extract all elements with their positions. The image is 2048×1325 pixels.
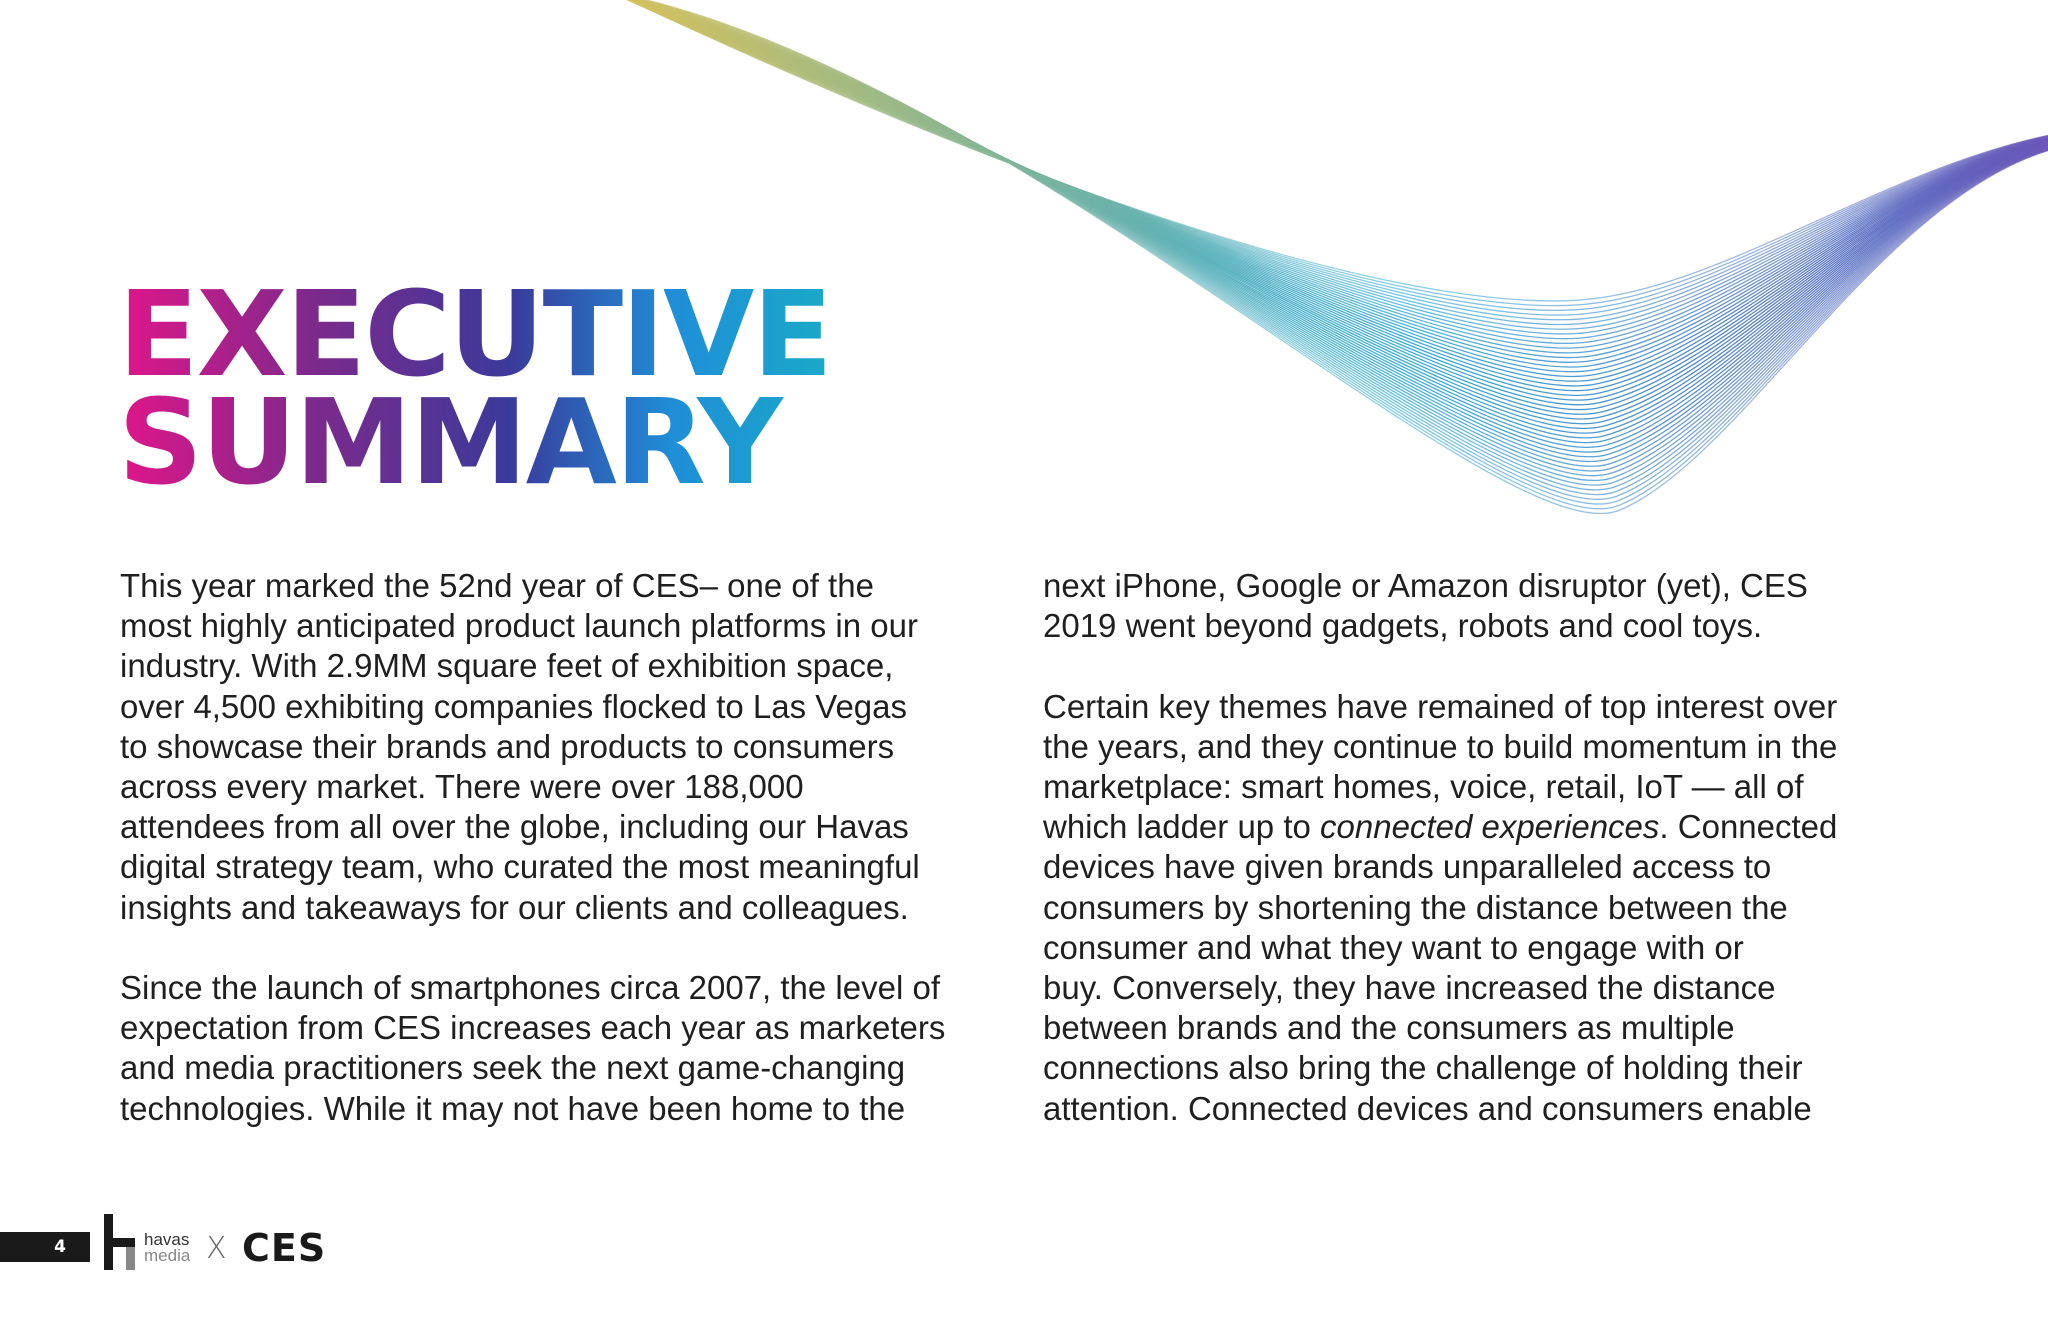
body-column-right [1043,566,1933,1169]
body-paragraph: This year marked the 52nd year of CES– one of the most highly anticipated product launch platforms in our industry. With 2.9MM square feet of exhibition space, over 4,500 exhibiting companies flocked to Las Vegas to showcase their brands and products to consumers across every market. There were over 188,000 attendees from all over the globe, including our Havas digital strategy team, who curated the most meaningful insights and takeaways for our clients and colleagues. [120,567,920,926]
body-paragraph: Since the launch of smartphones circa 2007, the level of expectation from CES increases each year as marketers and media practitioners seek the next game-changing technologies. While it may not have been home to the [120,969,946,1127]
ces-wordmark: CES [242,1226,327,1270]
emphasis-text: connected experiences [1320,808,1660,846]
page-title [118,265,831,511]
body-text: Certain key themes have remained of top interest over the years, and they continue to build momentum in the marketplace: smart homes, voice, retail, IoT — all of which ladder up to [1043,687,1838,846]
body-text: . Connected devices have given brands unparalleled access to consumers by shortening the distance between the consumer and what they want to engage with or buy. Conversely, they have increased the distance between brands and the consumers as multiple connections also bring the challenge of holding their attention. Connected devices and consumers enable [1043,808,1838,1127]
title-line-2: SUMMARY [118,373,781,511]
havas-media-wordmark [144,1232,190,1264]
body-paragraph [1043,687,1933,1129]
title-line-1: EXECUTIVE [118,265,831,403]
body-paragraph: next iPhone, Google or Amazon disruptor (yet), CES 2019 went beyond gadgets, robots and cool toys. [1043,567,1808,645]
page-number: 4 [0,1232,90,1262]
separator-x: X [206,1231,227,1266]
footer [0,1210,600,1290]
brand-line-1: havas [144,1230,190,1249]
brand-line-2: media [144,1246,191,1265]
wave-line [618,0,2048,320]
havas-h-logo-icon [102,1212,138,1272]
body-column-left [120,566,1010,1169]
